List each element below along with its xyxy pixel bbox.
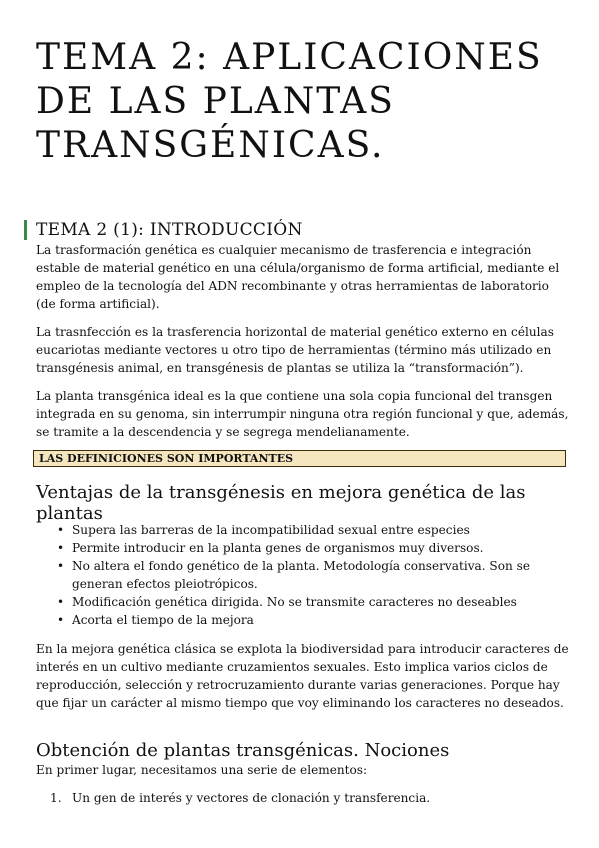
section-2-heading: Ventajas de la transgénesis en mejora genética de las plantas [36, 482, 526, 524]
list-number: 1. [50, 791, 62, 805]
list-item: • No altera el fondo genético de la planta. Metodología conservativa. Son se generan efectos pleiotrópicos. [57, 559, 530, 591]
heading-accent-bar [24, 220, 27, 240]
paragraph-definicion-transfeccion: La trasnfección es la trasferencia horizontal de material genético externo en células eucariotas mediante vectores u otro tipo de herramientas (término más utilizado en transgénesis animal, en transgénesis de plantas se utiliza la “transformación”). [36, 325, 554, 375]
list-item: • Modificación genética dirigida. No se transmite caracteres no deseables [57, 595, 517, 609]
elementos-list [36, 789, 556, 807]
bullet-icon: • [57, 613, 65, 627]
paragraph-planta-transgenica-ideal: La planta transgénica ideal es la que contiene una sola copia funcional del transgen integrada en su genoma, sin interrumpir ninguna otra región funcional y que, además, se tramite a la descendencia y se segrega mendelianamente. [36, 389, 569, 439]
bullet-icon: • [57, 559, 65, 573]
paragraph-definicion-transformacion: La trasformación genética es cualquier mecanismo de trasferencia e integración estable de material genético en una célula/organismo de forma artificial, mediante el empleo de la tecnología del ADN recombinante y otras herramientas de laboratorio (de forma artificial). [36, 243, 560, 311]
list-item: • Supera las barreras de la incompatibilidad sexual entre especies [57, 523, 470, 537]
paragraph-mejora-clasica: En la mejora genética clásica se explota la biodiversidad para introducir caracteres de interés en un cultivo mediante cruzamientos sexuales. Esto implica varios ciclos de reproducción, selección y retrocruzamiento durante varias generaciones. Porque hay que fijar un carácter al mismo tiempo que voy eliminando los caracteres no deseados. [36, 642, 569, 710]
bullet-icon: • [57, 523, 65, 537]
highlight-text: LAS DEFINICIONES SON IMPORTANTES [39, 452, 294, 465]
list-item: • Acorta el tiempo de la mejora [57, 613, 254, 627]
paragraph-primer-lugar: En primer lugar, necesitamos una serie de elementos: [36, 763, 368, 777]
document-title: TEMA 2: APLICACIONES DE LAS PLANTAS TRANSGÉNICAS. [36, 37, 543, 166]
list-item: • Permite introducir en la planta genes de organismos muy diversos. [57, 541, 484, 555]
bullet-icon: • [57, 541, 65, 555]
bullet-icon: • [57, 595, 65, 609]
section-1-heading: TEMA 2 (1): INTRODUCCIÓN [36, 220, 303, 240]
highlight-box [33, 450, 566, 467]
section-3-heading: Obtención de plantas transgénicas. Nociones [36, 740, 450, 761]
ventajas-list [36, 521, 556, 629]
list-item: 1. Un gen de interés y vectores de clonación y transferencia. [50, 791, 431, 805]
